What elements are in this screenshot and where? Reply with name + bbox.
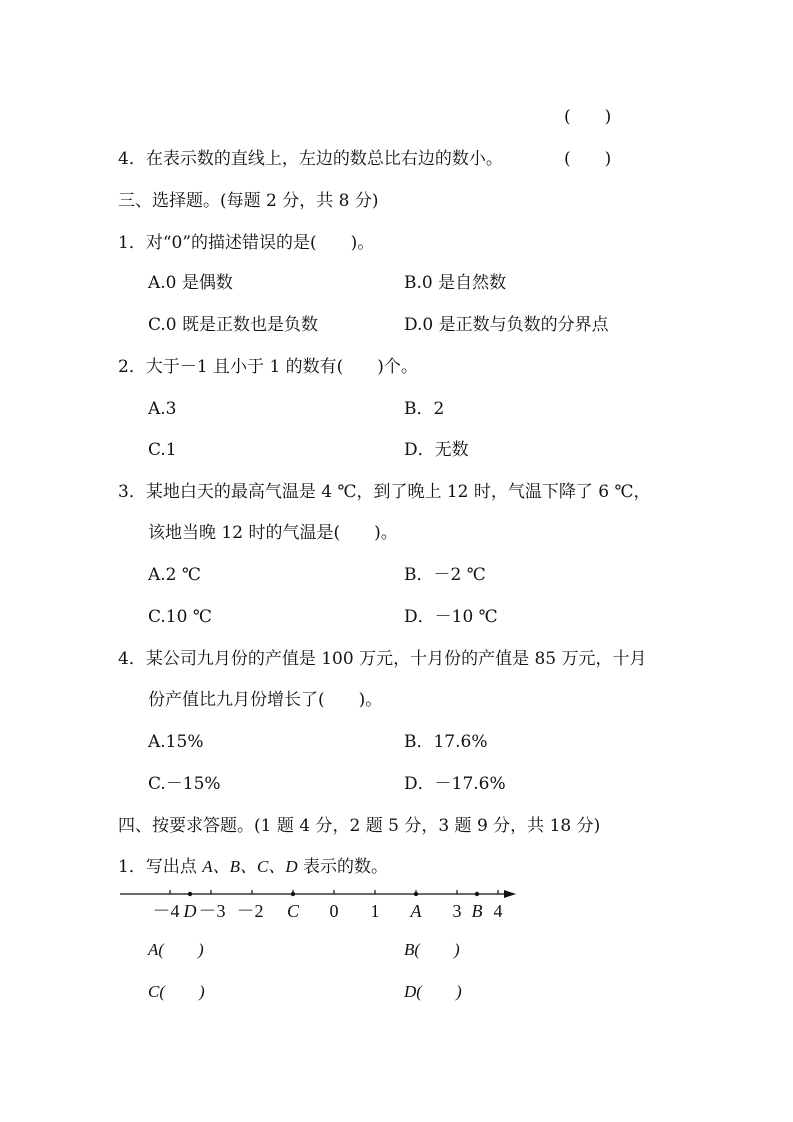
choice-q3-stem-line1: 3．某地白天的最高气温是 4 ℃，到了晚上 12 时，气温下降了 6 ℃， [118,482,651,502]
label-0: 0 [329,901,339,921]
problem-1-stem-suffix: 表示的数。 [297,857,389,877]
choice-q1-option-c: C.0 既是正数也是负数 [148,315,319,335]
label-d: D [183,901,197,921]
top-answer-bracket: ( ) [564,107,612,127]
section-3-title: 三、选择题。(每题 2 分，共 8 分) [118,191,379,211]
label-minus-2: －2 [236,901,264,921]
choice-q3-option-d: D．－10 ℃ [404,607,498,627]
choice-q2-option-a: A.3 [148,399,177,419]
label-1: 1 [370,901,380,921]
answer-a [148,939,204,961]
choice-q3-option-b: B．－2 ℃ [404,565,486,585]
number-line-arrow [504,890,516,898]
choice-q3-option-c: C.10 ℃ [148,607,212,627]
point-d-dot [188,892,192,896]
choice-q4-stem-line2: 份产值比九月份增长了( )。 [148,690,383,710]
answer-c-label: C( ) [148,982,205,1001]
choice-q3-option-a: A.2 ℃ [148,565,201,585]
label-minus-4: －4 [152,901,180,921]
point-b-dot [475,892,479,896]
choice-q2-option-c: C.1 [148,440,177,460]
choice-q4-option-d: D．－17.6% [404,774,506,794]
judge-question-4-bracket: ( ) [564,149,612,169]
choice-q1-option-a: A.0 是偶数 [148,273,233,293]
choice-q4-option-c: C.－15% [148,774,221,794]
answer-b [404,939,460,961]
choice-q1-stem: 1．对“0”的描述错误的是( )。 [118,233,375,253]
label-c: C [286,901,300,921]
point-a-dot [414,892,418,896]
answer-c [148,981,205,1003]
section-4-title: 四、按要求答题。(1 题 4 分，2 题 5 分，3 题 9 分，共 18 分) [118,816,601,836]
choice-q2-option-d: D．无数 [404,440,469,460]
label-minus-3: －3 [198,901,226,921]
answer-a-label: A( ) [148,940,204,959]
label-a: A [410,901,422,921]
choice-q3-stem-line2: 该地当晚 12 时的气温是( )。 [148,523,398,543]
number-line [118,880,518,924]
judge-question-4: 4．在表示数的直线上，左边的数总比右边的数小。 [118,149,503,169]
problem-1-stem [118,856,388,878]
choice-q2-option-b: B．2 [404,399,445,419]
choice-q4-option-a: A.15% [148,732,204,752]
answer-b-label: B( ) [404,940,460,959]
label-4: 4 [493,901,503,921]
answer-d [404,981,462,1003]
choice-q4-stem-line1: 4．某公司九月份的产值是 100 万元，十月份的产值是 85 万元，十月 [118,649,647,669]
label-3: 3 [452,901,462,921]
choice-q4-option-b: B．17.6% [404,732,488,752]
problem-1-point-names: A、B、C、D [202,857,298,876]
point-c-dot [291,892,295,896]
choice-q1-option-b: B.0 是自然数 [404,273,507,293]
choice-q2-stem: 2．大于－1 且小于 1 的数有( )个。 [118,357,418,377]
problem-1-stem-prefix: 1．写出点 [118,857,203,877]
choice-q1-option-d: D.0 是正数与负数的分界点 [404,315,609,335]
label-b: B [471,901,483,921]
answer-d-label: D( ) [404,982,462,1001]
